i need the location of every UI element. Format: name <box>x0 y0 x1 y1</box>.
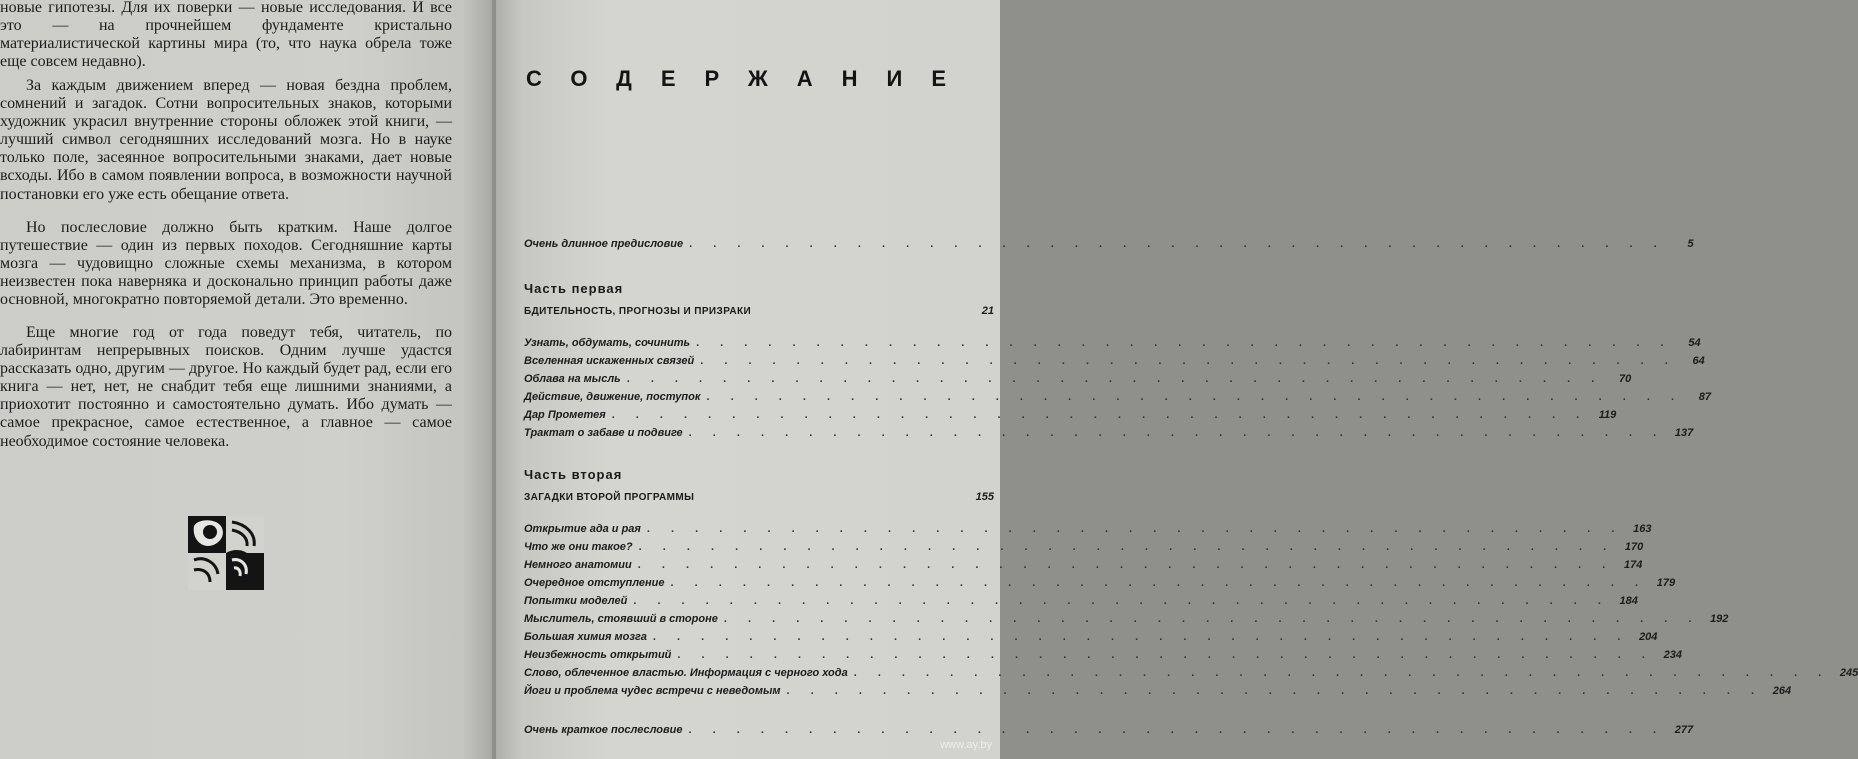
toc-entry[interactable] <box>524 613 1729 629</box>
toc-entry-title: Дар Прометея <box>524 409 606 421</box>
toc-entry-page: 170 <box>1624 541 1644 553</box>
toc-entry[interactable] <box>524 337 1701 353</box>
toc-entry-title: Вселенная искаженных связей <box>524 355 695 367</box>
toc-entry-title: Неизбежность открытий <box>524 649 672 661</box>
toc-entry-page: 137 <box>1674 427 1694 439</box>
dot-leader: . . . . . . . . . . . . . . . . . . . . . . . . . . . . . . . . . . . . . . . . . <box>633 595 1610 607</box>
toc-entry[interactable] <box>524 391 1712 407</box>
paragraph-4: Еще многие год от года поведут тебя, читатель, по лабиринтам непрерывных поисков. Одним лучше удастся рассказать одно, другим — другое. Но каждый будет рад, если его книга — нет, нет, не снабдит тебя еще лишними знаниями, а приохотит постоянно и самостоятельно думать. Ибо думать — самое прекрасное, самое естественное, а главное — самое необходимое состояние человека. <box>0 324 452 450</box>
toc-entry-title: Трактат о забаве и подвиге <box>524 427 683 439</box>
dot-leader: . . . . . . . . . . . . . . . . . . . . . . . . . . . . . . . . . . . . . . . . . <box>646 523 1624 535</box>
toc-entry-page: 192 <box>1710 613 1729 625</box>
toc-entry-afterword[interactable] <box>524 724 1694 740</box>
toc-entry-title: Йоги и проблема чудес встречи с неведомым <box>524 685 781 697</box>
paragraph-3: Но послесловие должно быть кратким. Наше долгое путешествие — один из первых походов. Сегодняшние карты мозга — чудовищно сложные схемы механизма, в котором неизвестен пока наверняка и досконально принцип работы даже основной, многократно повторяемой детали. Это временно. <box>0 219 452 309</box>
toc-entry[interactable] <box>524 631 1658 647</box>
dot-leader: . . . . . . . . . . . . . . . . . . . . . . . . . . . . . . . . . . . . . . . . . <box>626 373 1604 385</box>
toc-entry[interactable] <box>524 523 1652 539</box>
contents-title: СОДЕРЖАНИЕ <box>526 66 976 91</box>
toc-entry-title: Облава на мысль <box>524 373 621 385</box>
toc-entry-title: Открытие ада и рая <box>524 523 641 535</box>
toc-entry-page: 179 <box>1656 577 1676 589</box>
toc-entry-preface[interactable] <box>524 238 1694 254</box>
toc-entry[interactable] <box>524 559 1643 575</box>
toc-entry[interactable] <box>524 685 1792 701</box>
toc-entry-page: 163 <box>1633 523 1652 535</box>
toc-entry-title: Очень длинное предисловие <box>524 238 684 250</box>
toc-entry[interactable] <box>524 541 1644 557</box>
toc-section-part1[interactable] <box>524 305 994 317</box>
dot-leader: . . . . . . . . . . . . . . . . . . . . . . . . . . . . . . . . . . . . . . . . . <box>611 409 1589 421</box>
toc-entry[interactable] <box>524 355 1705 371</box>
toc-entry[interactable] <box>524 373 1632 389</box>
dot-leader: . . . . . . . . . . . . . . . . . . . . . . . . . . . . . . . . . . . . . . . . . <box>700 355 1677 367</box>
toc-entry-page: 204 <box>1639 631 1658 643</box>
toc-entry-page: 277 <box>1674 724 1694 736</box>
toc-entry[interactable] <box>524 649 1682 665</box>
dot-leader: . . . . . . . . . . . . . . . . . . . . . . . . . . . . . . . . . . . . . . . . . <box>706 391 1684 403</box>
toc-section-page: 21 <box>981 305 994 317</box>
dot-leader: . . . . . . . . . . . . . . . . . . . . . . . . . . . . . . . . . . . . . . . . . <box>638 541 1616 553</box>
toc-entry-title: Немного анатомии <box>524 559 632 571</box>
left-page <box>0 0 492 759</box>
toc-section-title: ЗАГАДКИ ВТОРОЙ ПРОГРАММЫ <box>524 492 695 503</box>
paragraph-2: За каждым движением вперед — новая бездна проблем, сомнений и загадок. Сотни вопросительных знаков, которыми художник украсил внутренние стороны обложек этой книги, — лучший символ сегодняшних исследований мозга. Но в науке только поле, засеянное вопросительными знаками, дает новые всходы. Ибо в самом появлении вопроса, в возможности научной постановки его уже есть обещание ответа. <box>0 77 452 203</box>
emblem-icon <box>188 516 264 590</box>
toc-entry[interactable] <box>524 595 1638 611</box>
dot-leader: . . . . . . . . . . . . . . . . . . . . . . . . . . . . . . . . . . . . . . . . . <box>670 577 1648 589</box>
dot-leader: . . . . . . . . . . . . . . . . . . . . . . . . . . . . . . . . . . . . . . . . . <box>652 631 1630 643</box>
dot-leader: . . . . . . . . . . . . . . . . . . . . . . . . . . . . . . . . . . . . . . . . . <box>688 724 1666 736</box>
dot-leader: . . . . . . . . . . . . . . . . . . . . . . . . . . . . . . . . . . . . . . . . . <box>696 337 1673 349</box>
dot-leader: . . . . . . . . . . . . . . . . . . . . . . . . . . . . . . . . . . . . . . . . . <box>723 613 1701 625</box>
right-page <box>496 0 1858 759</box>
toc-entry-page: 174 <box>1623 559 1643 571</box>
toc-entry[interactable] <box>524 427 1694 443</box>
toc-entry-title: Узнать, обдумать, сочинить <box>524 337 691 349</box>
toc-entry-page: 64 <box>1692 355 1705 367</box>
dot-leader: . . . . . . . . . . . . . . . . . . . . . . . . . . . . . . . . . . . . . . . . . <box>688 427 1666 439</box>
dot-leader: . . . . . . . . . . . . . . . . . . . . . . . . . . . . . . . . . . . . . . . . . <box>689 238 1666 250</box>
toc-section-part2[interactable] <box>524 491 994 503</box>
paragraph-1: новые гипотезы. Для их поверки — новые исследования. И все это — на прочнейшем фундаменте кристально материалистической картины мира (то, что наука обрела тоже еще совсем недавно). <box>0 0 452 71</box>
toc-section-title: БДИТЕЛЬНОСТЬ, ПРОГНОЗЫ И ПРИЗРАКИ <box>524 306 752 317</box>
dot-leader: . . . . . . . . . . . . . . . . . . . . . . . . . . . . . . . . . . . . . . . . . <box>786 685 1764 697</box>
toc-entry-title: Большая химия мозга <box>524 631 647 643</box>
toc-entry-page: 184 <box>1619 595 1638 607</box>
dot-leader: . . . . . . . . . . . . . . . . . . . . . . . . . . . . . . . . . . . . . . . . . <box>637 559 1615 571</box>
toc-entry-page: 87 <box>1698 391 1712 403</box>
toc-entry[interactable] <box>524 409 1617 425</box>
toc-entry[interactable] <box>524 667 1858 683</box>
toc-entry-title: Очень краткое послесловие <box>524 724 683 736</box>
toc-entry-page: 264 <box>1772 685 1792 697</box>
dot-leader: . . . . . . . . . . . . . . . . . . . . . . . . . . . . . . . . . . . . . . . . . <box>853 667 1831 679</box>
toc-entry-title: Очередное отступление <box>524 577 665 589</box>
toc-entry-page: 70 <box>1619 373 1632 385</box>
toc-entry-title: Слово, облеченное властью. Информация с черного хода <box>524 667 848 679</box>
toc-entry-page: 5 <box>1687 238 1694 250</box>
watermark: www.ay.by <box>940 739 992 751</box>
toc-entry-title: Попытки моделей <box>524 595 628 607</box>
part-one-label: Часть первая <box>524 281 624 296</box>
part-two-label: Часть вторая <box>524 467 623 482</box>
toc-section-page: 155 <box>975 491 994 503</box>
toc-entry-title: Мыслитель, стоявший в стороне <box>524 613 718 625</box>
toc-entry-page: 234 <box>1663 649 1682 661</box>
toc-entry[interactable] <box>524 577 1676 593</box>
toc-entry-title: Действие, движение, поступок <box>524 391 701 403</box>
toc-entry-page: 245 <box>1839 667 1858 679</box>
dot-leader: . . . . . . . . . . . . . . . . . . . . . . . . . . . . . . . . . . . . . . . . . <box>677 649 1654 661</box>
toc-entry-page: 54 <box>1688 337 1701 349</box>
toc-entry-page: 119 <box>1598 409 1617 421</box>
toc-entry-title: Что же они такое? <box>524 541 633 553</box>
